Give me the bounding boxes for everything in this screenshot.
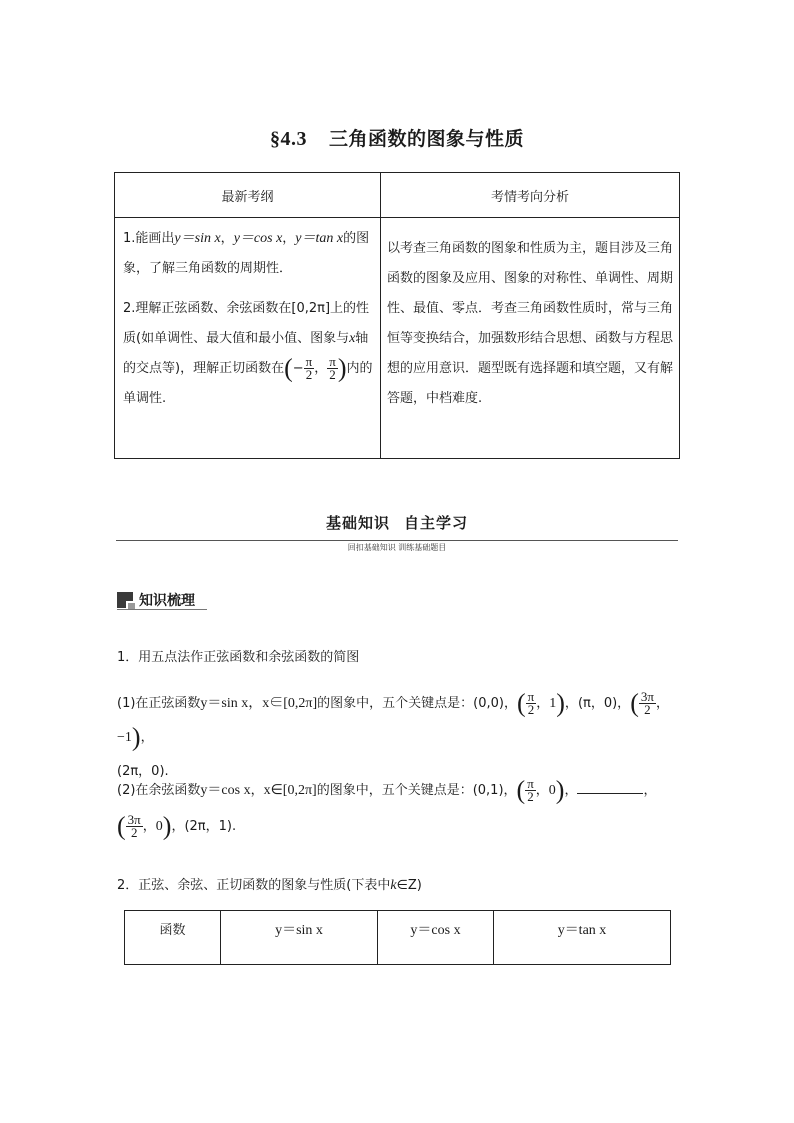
paren-open: ( [630,688,639,718]
formula-sin: y＝sin x [174,231,221,246]
square-block-icon [117,592,133,608]
knowledge-underline [117,609,207,610]
section-title-text: 三角函数的图象与性质 [328,128,524,150]
outline-right-cell: 以考查三角函数的图象和性质为主，题目涉及三角函数的图象及应用、图象的对称性、单调性、周期性、最值、零点．考查三角函数性质时，常与三角恒等变换结合，加强数形结合思想、函数与方程思想的应用意识．题型既有选择题和填空题，又有解答题，中档难度. [381,218,680,459]
item-2-title-a: 2．正弦、余弦、正切函数的图象与性质(下表中 [117,878,391,893]
point-2-y: 1 [549,696,557,711]
outline-header-left: 最新考纲 [115,173,381,218]
table-row [125,911,671,965]
p1-formula: y＝sin x，x∈[0,2π] [200,696,318,711]
section-number: §4.3 [269,128,307,150]
fraction-3pi-over-2: $\frac{3\pi}{2}$ [127,812,141,840]
interval-minus: − [292,361,304,376]
p1-lead: (1)在正弦函数 [117,696,201,711]
fraction-pi-over-2: $\frac{\pi}{2}$ [527,776,534,804]
properties-table [124,910,671,965]
interval-close-paren: ) [337,353,347,383]
section-heading-a: 基础知识 [325,514,390,532]
paren-close: ) [556,688,565,718]
interval-open-paren: ( [284,353,293,383]
var-x: x [349,331,356,346]
item-1-title: 1．用五点法作正弦函数和余弦函数的简图 [117,650,360,665]
paren-open: ( [117,811,126,841]
item-2-title [117,874,683,894]
outline-item-2-lead: 2.理解正弦函数、余弦函数在[0,2π]上的性质(如单调性、最大值和最小值、图象与 [123,301,370,346]
paren-close: ) [162,811,172,841]
fraction-pi-over-2: $\frac{\pi}{2}$ [527,689,535,717]
item-1-paragraph-1: (1)在正弦函数y＝sin x，x∈[0,2π]的图象中，五个关键点是：(0,0)，( $\frac{\pi}{2}$ ，1)，(π，0)，( $\frac{3\pi}{2}$ ，−1)， (2π，0). [117,688,669,779]
fraction-numerator: π [329,354,336,369]
col-function: 函数 [125,911,221,965]
p2-lead: (2)在余弦函数 [117,783,201,798]
outline-item-1-tail: 的图象，了解三角函数的周期性． [123,231,370,276]
outline-item-1-lead: 1.能画出 [123,231,175,246]
interval-right-fraction [327,356,338,381]
knowledge-heading [117,590,195,610]
outline-left-cell [115,218,381,459]
section-heading-b: 自主学习 [404,514,469,532]
paren-open: ( [516,688,526,718]
col-tan: y＝tan x [494,911,671,965]
outline-item-2: 2.理解正弦函数、余弦函数在[0,2π]上的性质(如单调性、最大值和最小值、图象与x轴的交点等)，理解正切函数在(− $\frac{\pi}{2}$ ， $\frac{\pi}{2}$ )内的单调性. [123,301,373,406]
p1-mid: 的图象中，五个关键点是：(0,0)， [317,696,517,711]
item-1-paragraph-2: (2)在余弦函数y＝cos x，x∈[0,2π]的图象中，五个关键点是：(0,1)，( $\frac{\pi}{2}$ ，0)， ， ( $\frac{3\pi}{2}$ ，0)，(2π，1). [117,775,657,841]
section-heading [0,512,794,533]
interval-left-fraction [304,356,315,381]
fraction-numerator: π [305,354,313,369]
p2-last-point: ，(2π，1). [171,819,237,834]
point-4-y: −1 [117,730,132,745]
p2-formula: y＝cos x [200,783,251,798]
page-title [0,124,794,151]
fraction-denominator: 2 [305,367,313,382]
item-2-title-b: ∈Z) [396,878,422,893]
outline-header-right: 考情考向分析 [381,173,680,218]
paren-close: ) [131,722,141,752]
outline-item-2-tail: 内的单调性. [123,361,373,406]
outline-table [114,172,680,459]
point-3: (π，0)， [577,696,631,711]
section-subtitle-text: 回扣基础知识 训练基础题目 [342,543,453,552]
col-cos: y＝cos x [378,911,494,965]
outline-item-2-mid: 轴的交点等)，理解正切函数在 [123,331,369,376]
section-subtitle [0,535,794,554]
p2-point-4-y: 0 [155,819,163,834]
formula-cos: y＝cos x [233,231,283,246]
paren-open: ( [516,775,526,805]
col-sin: y＝sin x [221,911,378,965]
formula-tan: y＝tan x [295,231,344,246]
paren-close: ) [555,775,565,805]
p2-domain: x∈[0,2π] [263,783,317,798]
var-k: k [390,878,397,893]
fill-in-blank[interactable] [577,781,643,794]
outline-item-1: 1.能画出y＝sin x，y＝cos x，y＝tan x的图象，了解三角函数的周期性． [123,231,370,276]
p1-last-point: (2π，0). [117,764,169,779]
knowledge-heading-text: 知识梳理 [139,593,195,609]
p2-mid: 的图象中，五个关键点是：(0,1)， [316,783,517,798]
fraction-3pi-over-2: $\frac{3\pi}{2}$ [640,689,654,717]
p2-point-2-y: 0 [548,783,556,798]
fraction-denominator: 2 [329,367,336,382]
